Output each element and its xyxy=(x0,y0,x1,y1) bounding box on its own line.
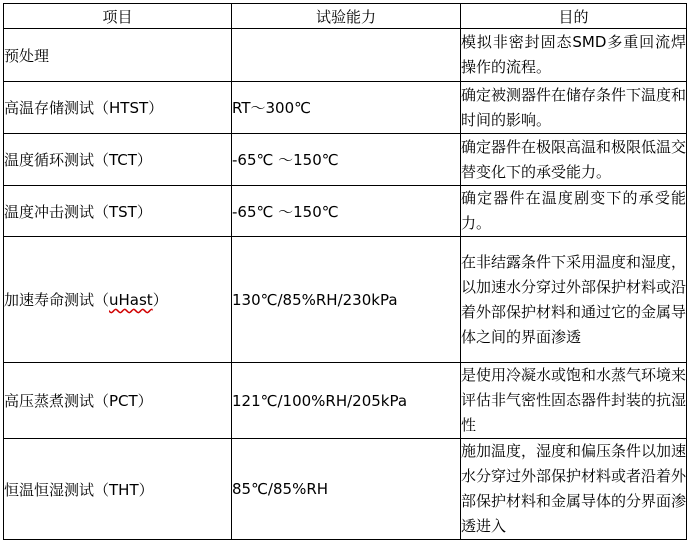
row-purpose: 确定器件在极限高温和极限低温交替变化下的承受能力。 xyxy=(461,134,687,186)
table-row xyxy=(4,363,687,439)
table-row xyxy=(4,237,687,363)
test-capability-table xyxy=(3,3,687,540)
row-item: 温度循环测试（TCT） xyxy=(4,134,232,186)
row-capability: RT～300℃ xyxy=(232,82,461,134)
table-header-row xyxy=(4,4,687,29)
table-row xyxy=(4,439,687,540)
header-capability: 试验能力 xyxy=(232,4,461,29)
row-item xyxy=(4,237,232,363)
row-capability xyxy=(232,29,461,82)
row-item: 预处理 xyxy=(4,29,232,82)
header-purpose: 目的 xyxy=(461,4,687,29)
row-item-code: uHast xyxy=(109,291,153,309)
row-item: 高压蒸煮测试（PCT） xyxy=(4,363,232,439)
header-item: 项目 xyxy=(4,4,232,29)
row-capability: 130℃/85%RH/230kPa xyxy=(232,237,461,363)
row-purpose: 模拟非密封固态SMD多重回流焊操作的流程。 xyxy=(461,29,687,82)
row-purpose: 是使用冷凝水或饱和水蒸气环境来评估非气密性固态器件封装的抗湿性 xyxy=(461,363,687,439)
row-purpose: 确定器件在温度剧变下的承受能力。 xyxy=(461,186,687,237)
row-item-suffix: ） xyxy=(152,291,168,309)
row-capability: 85℃/85%RH xyxy=(232,439,461,540)
row-capability: -65℃ ～150℃ xyxy=(232,186,461,237)
row-purpose: 确定被测器件在储存条件下温度和时间的影响。 xyxy=(461,82,687,134)
row-item: 恒温恒湿测试（THT） xyxy=(4,439,232,540)
row-capability: 121℃/100%RH/205kPa xyxy=(232,363,461,439)
row-item: 高温存储测试（HTST） xyxy=(4,82,232,134)
table-row xyxy=(4,134,687,186)
table-row xyxy=(4,82,687,134)
row-purpose: 施加温度，湿度和偏压条件以加速水分穿过外部保护材料或者沿着外部保护材料和金属导体的分界面渗透进入 xyxy=(461,439,687,540)
table-row xyxy=(4,29,687,82)
row-capability: -65℃ ～150℃ xyxy=(232,134,461,186)
row-purpose: 在非结露条件下采用温度和湿度，以加速水分穿过外部保护材料或沿着外部保护材料和通过它的金属导体之间的界面渗透 xyxy=(461,237,687,363)
table-row xyxy=(4,186,687,237)
row-item-prefix: 加速寿命测试（ xyxy=(4,291,110,309)
row-item: 温度冲击测试（TST） xyxy=(4,186,232,237)
